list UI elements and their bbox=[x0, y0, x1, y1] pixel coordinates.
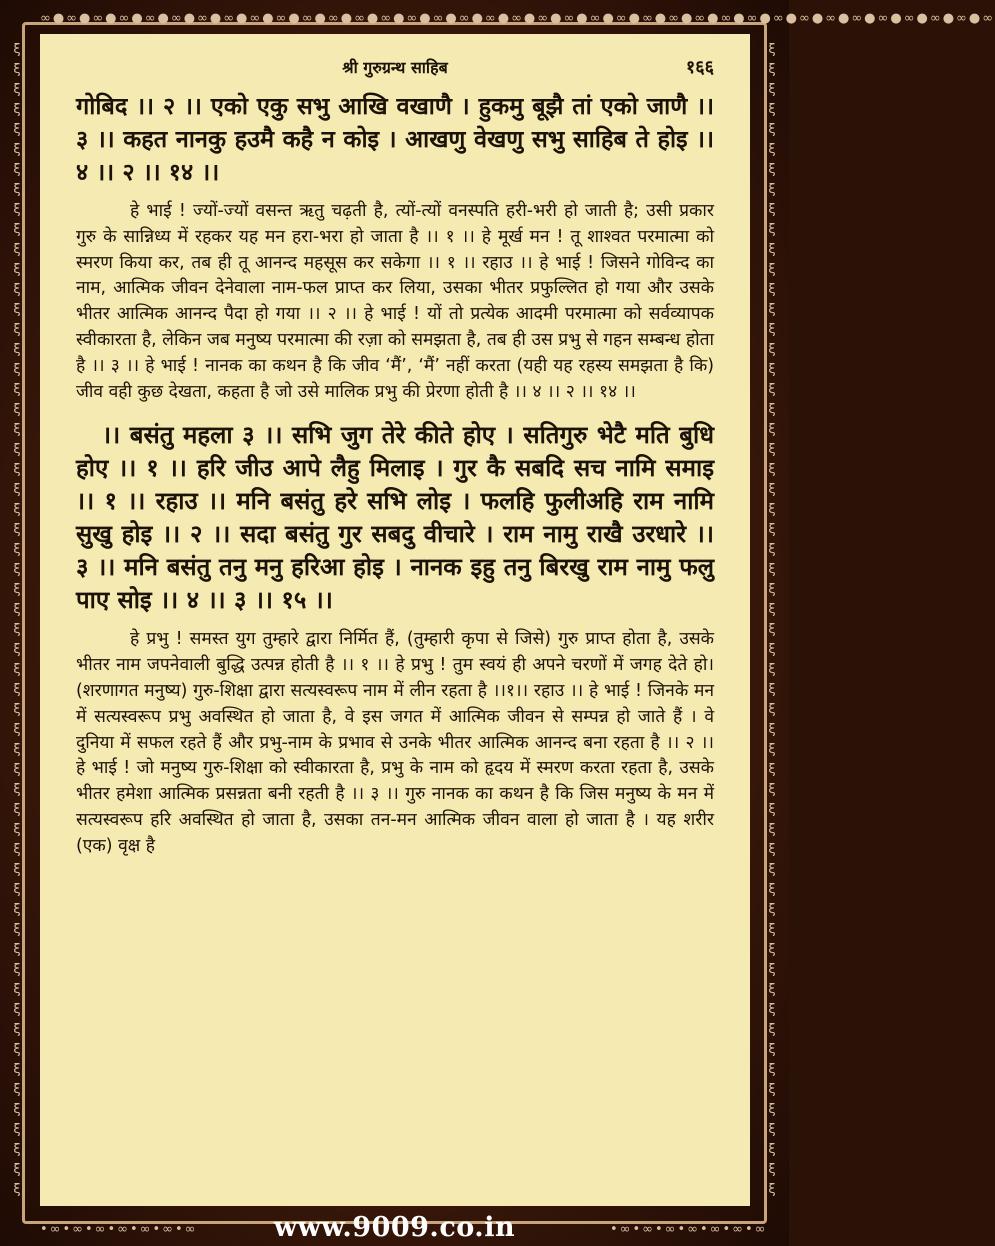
scripture-page bbox=[40, 34, 750, 1206]
page-title: श्री गुरुग्रन्थ साहिब bbox=[342, 58, 448, 77]
translation-paragraph-1: हे भाई ! ज्यों-ज्यों वसन्त ऋतु चढ़ती है, त्यों-त्यों वनस्पति हरी-भरी हो जाती है; उसी प्रकार गुरु के सान्निध्य में रहकर यह मन हरा-भरा हो जाता है ।। १ ।। हे मूर्ख मन ! तू शाश्वत परमात्मा को स्मरण किया कर, तब ही तू आनन्द महसूस कर सकेगा ।। १ ।। रहाउ ।। हे भाई ! जिसने गोविन्द का नाम, आत्मिक जीवन देनेवाला नाम-फल प्राप्त कर लिया, उसका भीतर प्रफुल्लित हो गया और उसके भीतर आत्मिक आनन्द पैदा हो गया ।। २ ।। हे भाई ! यों तो प्रत्येक आदमी परमात्मा को सर्वव्यापक स्वीकारता है, लेकिन जब मनुष्य परमात्मा की रज़ा को समझता है, तब ही उस प्रभु से गहन सम्बन्ध होता है ।। ३ ।। हे भाई ! नानक का कथन है कि जीव ‘मैं’, ‘मैं’ नहीं करता (यही यह रहस्य समझता है कि) जीव वही कुछ देखता, कहता है जो उसे मालिक प्रभु की प्रेरणा होती है ।। ४ ।। २ ।। १४ ।। bbox=[76, 201, 714, 402]
top-ornament: ∞●∞●∞●∞●∞●∞●∞●∞●∞●∞●∞●∞●∞●∞●∞●∞●∞●∞●∞●∞●∞●∞●∞●∞●∞●∞●∞●∞●∞●∞●∞●∞●∞●∞●∞●∞●∞ bbox=[40, 11, 995, 26]
footer-ornament-left: •∞•∞•∞•∞•∞•∞•∞ bbox=[40, 1222, 198, 1237]
translation-paragraph-2: हे प्रभु ! समस्त युग तुम्हारे द्वारा निर्मित हैं, (तुम्हारी कृपा से जिसे) गुरु प्राप्त होता है, उसके भीतर नाम जपनेवाली बुद्धि उत्पन्न होती है ।। १ ।। हे प्रभु ! तुम स्वयं ही अपने चरणों में जगह देते हो। (शरणागत मनुष्य) गुरु-शिक्षा द्वारा सत्यस्वरूप नाम में लीन रहता है ।।१।। रहाउ ।। हे भाई ! जिनके मन में सत्यस्वरूप प्रभु अवस्थित हो जाता है, वे इस जगत में आत्मिक जीवन से सम्पन्न हो जाते हैं । वे दुनिया में सफल रहते हैं और प्रभु-नाम के प्रभाव से उनके भीतर आत्मिक आनन्द बना रहता है ।। २ ।। हे भाई ! जो मनुष्य गुरु-शिक्षा को स्वीकारता है, प्रभु के नाम को हृदय में स्मरण करता रहता है, उसके भीतर हमेशा आत्मिक प्रसन्नता बनी रहती है ।। ३ ।। गुरु नानक का कथन है कि जिस मनुष्य के मन में सत्यस्वरूप हरि अवस्थित हो जाता है, उसका तन-मन आत्मिक जीवन वाला हो जाता है । यह शरीर (एक) वृक्ष है bbox=[76, 629, 714, 856]
left-ornament: ξ ξ ξ ξ ξ ξ ξ ξ ξ ξ ξ ξ ξ ξ ξ ξ ξ ξ ξ ξ ξ ξ ξ ξ ξ ξ ξ ξ ξ ξ ξ ξ ξ ξ ξ ξ ξ ξ ξ ξ ξ ξ ξ ξ ξ ξ ξ ξ ξ ξ ξ ξ ξ ξ ξ ξ ξ ξ bbox=[13, 42, 21, 1197]
website-url: www.9009.co.in bbox=[273, 1212, 516, 1243]
page-header bbox=[76, 56, 714, 90]
gurbani-verse-2: ।। बसंतु महला ३ ।। सभि जुग तेरे कीते होए । सतिगुरु भेटै मति बुधि होए ।। १ ।। हरि जीउ आपे लैहु मिलाइ । गुर कै सबदि सच नामि समाइ ।। १ ।। रहाउ ।। मनि बसंतु हरे सभि लोइ । फलहि फुलीअहि राम नामि सुखु होइ ।। २ ।। सदा बसंतु गुर सबदु वीचारे । राम नामु राखै उरधारे ।। ३ ।। मनि बसंतु तनु मनु हरिआ होइ । नानक इहु तनु बिरखु राम नामु फलु पाए सोइ ।। ४ ।। ३ ।। १५ ।। bbox=[76, 421, 714, 615]
footer-ornament-right: •∞•∞•∞•∞•∞•∞•∞ bbox=[610, 1222, 768, 1237]
page-number: १६६ bbox=[685, 57, 714, 78]
right-ornament: ξ ξ ξ ξ ξ ξ ξ ξ ξ ξ ξ ξ ξ ξ ξ ξ ξ ξ ξ ξ ξ ξ ξ ξ ξ ξ ξ ξ ξ ξ ξ ξ ξ ξ ξ ξ ξ ξ ξ ξ ξ ξ ξ ξ ξ ξ ξ ξ ξ ξ ξ ξ ξ ξ ξ ξ ξ ξ bbox=[768, 42, 776, 1197]
gurbani-verse-1: गोबिद ।। २ ।। एको एकु सभु आखि वखाणै । हुकमु बूझै तां एको जाणै ।। ३ ।। कहत नानकु हउमै कहै न कोइ । आखणु वेखणु सभु साहिब ते होइ ।। ४ ।। २ ।। १४ ।। bbox=[76, 92, 714, 186]
